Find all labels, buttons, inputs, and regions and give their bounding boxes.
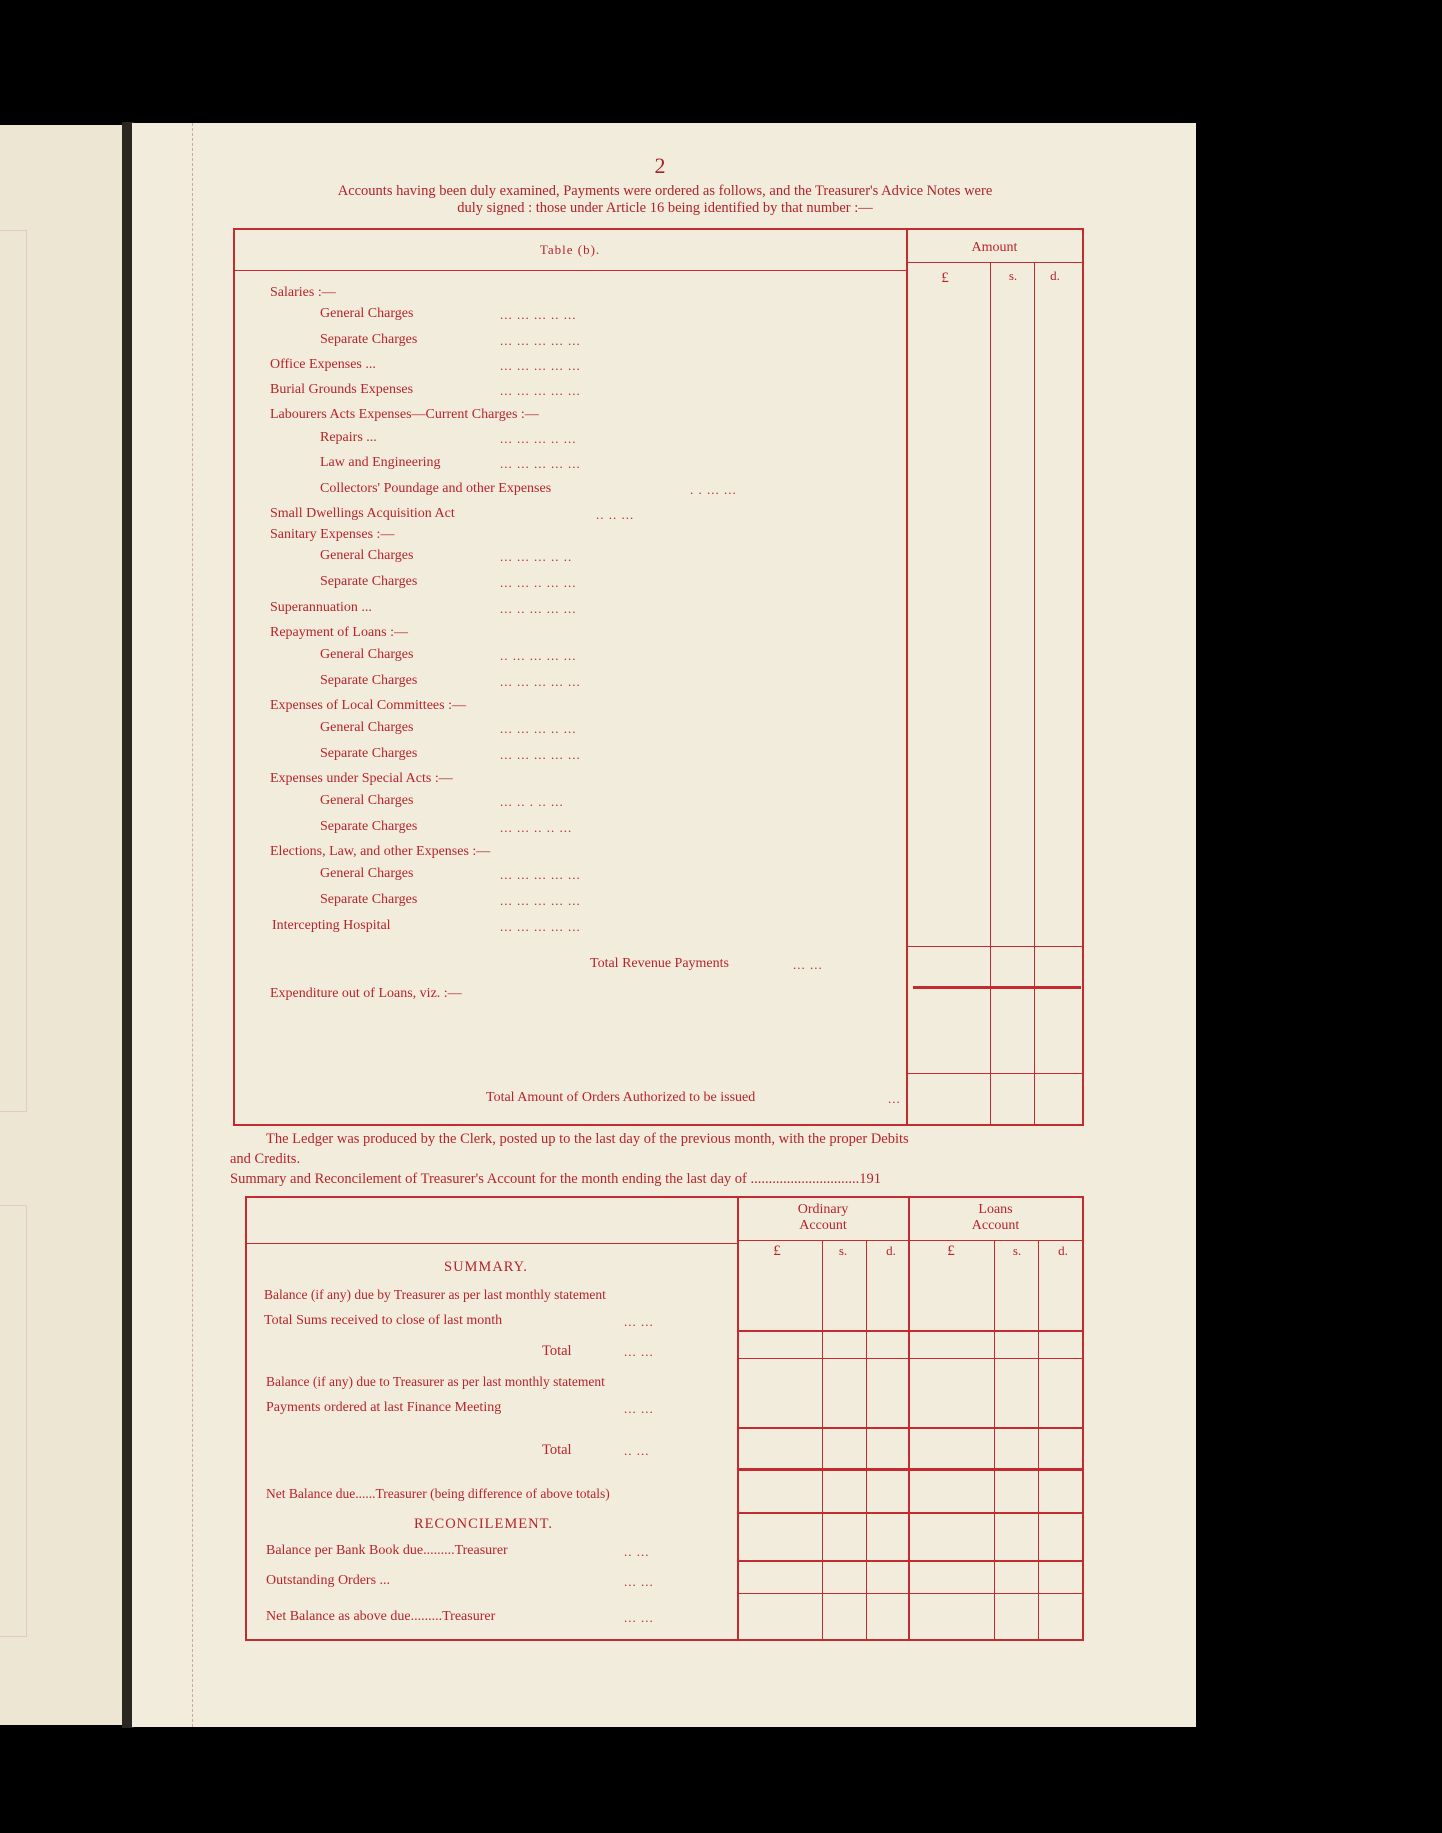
ledger-text-line1: The Ledger was produced by the Clerk, posted up to the last day of the previous month, with the proper Debits: [266, 1131, 909, 1147]
ordinary-account-header: Ordinary Account: [797, 1202, 849, 1233]
leader-dots: ... ... ... ... ...: [500, 919, 581, 934]
leader-dots: ... ... ... ... ...: [500, 383, 581, 398]
table-b-title: Table (b).: [539, 242, 601, 257]
table-row: General Charges: [320, 647, 414, 662]
outstanding-orders: Outstanding Orders ...: [266, 1573, 391, 1588]
summary-line: Summary and Reconcilement of Treasurer's Account for the month ending the last day of ..............................191: [230, 1171, 881, 1187]
table-row: Expenses under Special Acts :—: [270, 771, 453, 786]
total-label-2: Total: [542, 1442, 572, 1458]
table-row: Repairs ...: [320, 430, 377, 445]
total-sums-received: Total Sums received to close of last month: [264, 1313, 503, 1328]
leader-dots: ... ... ... .. ...: [500, 307, 577, 322]
leader-dots: .. ...: [624, 1443, 650, 1458]
leader-dots: ... ... .. ... ...: [500, 575, 577, 590]
table-row: Separate Charges: [320, 746, 418, 761]
leader-dots: ... ...: [624, 1344, 654, 1359]
summary-date-blank: ..............................: [750, 1171, 860, 1187]
total-revenue-payments: Total Revenue Payments: [590, 956, 729, 971]
leader-dots: ... ... ... .. ...: [500, 431, 577, 446]
leader-dots: ... ... ... ... ...: [500, 867, 581, 882]
table-row: Sanitary Expenses :—: [270, 527, 395, 542]
leader-dots: ... ... ... ... ...: [500, 747, 581, 762]
leader-dots: ... ...: [793, 957, 823, 972]
leader-dots: ... ... ... .. ..: [500, 549, 573, 564]
net-balance-as-above: Net Balance as above due.........Treasurer: [266, 1609, 496, 1624]
table-row: Separate Charges: [320, 574, 418, 589]
perforation-line: [192, 123, 193, 1727]
table-row: Separate Charges: [320, 673, 418, 688]
table-row: Expenses of Local Committees :—: [270, 698, 466, 713]
loans-pence-header: d.: [1058, 1243, 1068, 1258]
table-row: Superannuation ...: [270, 600, 372, 615]
table-row: General Charges: [320, 866, 414, 881]
table-row: Separate Charges: [320, 332, 418, 347]
net-balance-due: Net Balance due......Treasurer (being difference of above totals): [266, 1486, 610, 1501]
leader-dots: ... ...: [624, 1610, 654, 1625]
leader-dots: .. ...: [624, 1544, 650, 1559]
leader-dots: ... ... ... .. ...: [500, 721, 577, 736]
leader-dots: .. .. ...: [596, 507, 635, 522]
table-row: General Charges: [320, 306, 414, 321]
balance-due-to-treasurer: Balance (if any) due to Treasurer as per last monthly statement: [266, 1374, 605, 1389]
table-row: General Charges: [320, 720, 414, 735]
balance-due-by-treasurer: Balance (if any) due by Treasurer as per last monthly statement: [264, 1287, 606, 1302]
left-page-edge: [0, 125, 122, 1725]
loans-shillings-header: s.: [1012, 1243, 1022, 1258]
amount-header: Amount: [971, 240, 1018, 255]
leader-dots: ... ... ... ... ...: [500, 333, 581, 348]
leader-dots: ... ... ... ... ...: [500, 674, 581, 689]
leader-dots: ... ... ... ... ...: [500, 893, 581, 908]
table-row: Small Dwellings Acquisition Act: [270, 506, 455, 521]
ordinary-pence-header: d.: [886, 1243, 896, 1258]
total-orders-authorized: Total Amount of Orders Authorized to be issued: [486, 1090, 756, 1105]
payments-ordered: Payments ordered at last Finance Meeting: [266, 1400, 502, 1415]
loans-pounds-header: £: [947, 1243, 955, 1259]
pounds-column-header: £: [941, 270, 949, 286]
leader-dots: . . ... ...: [690, 482, 737, 497]
leader-dots: ...: [888, 1091, 901, 1106]
loans-account-header: Loans Account: [971, 1202, 1020, 1233]
intro-text-line2: duly signed : those under Article 16 being identified by that number :—: [457, 200, 873, 216]
expenditure-out-of-loans: Expenditure out of Loans, viz. :—: [270, 986, 462, 1001]
total-label-1: Total: [542, 1343, 572, 1359]
summary-heading: SUMMARY.: [444, 1259, 528, 1275]
table-row: Office Expenses ...: [270, 357, 376, 372]
leader-dots: ... ... ... ... ...: [500, 456, 581, 471]
table-row: Burial Grounds Expenses: [270, 382, 414, 397]
table-row: Salaries :—: [270, 285, 336, 300]
table-row: Labourers Acts Expenses—Current Charges :—: [270, 407, 539, 422]
table-row: Collectors' Poundage and other Expenses: [320, 481, 552, 496]
table-row: Separate Charges: [320, 819, 418, 834]
table-row: Law and Engineering: [320, 455, 441, 470]
summary-year: 191: [859, 1171, 881, 1187]
table-row: General Charges: [320, 548, 414, 563]
table-row: Elections, Law, and other Expenses :—: [270, 844, 491, 859]
reconcilement-heading: RECONCILEMENT.: [414, 1516, 553, 1532]
page-number: 2: [654, 153, 666, 178]
leader-dots: ... ...: [624, 1314, 654, 1329]
leader-dots: ... ... ... ... ...: [500, 358, 581, 373]
balance-per-bank-book: Balance per Bank Book due.........Treasurer: [266, 1543, 508, 1558]
table-row: Repayment of Loans :—: [270, 625, 409, 640]
ordinary-pounds-header: £: [773, 1243, 781, 1259]
ordinary-shillings-header: s.: [838, 1243, 848, 1258]
table-row: Intercepting Hospital: [272, 918, 391, 933]
intro-text-line1: Accounts having been duly examined, Payments were ordered as follows, and the Treasurer's Advice Notes were: [337, 183, 993, 199]
leader-dots: ... ... .. .. ...: [500, 820, 573, 835]
leader-dots: ... ...: [624, 1401, 654, 1416]
table-row: Separate Charges: [320, 892, 418, 907]
leader-dots: ... ...: [624, 1574, 654, 1589]
pence-column-header: d.: [1050, 268, 1060, 283]
leader-dots: ... .. ... ... ...: [500, 601, 577, 616]
leader-dots: .. ... ... ... ...: [500, 648, 577, 663]
shillings-column-header: s.: [1008, 268, 1018, 283]
leader-dots: ... .. . .. ...: [500, 794, 564, 809]
table-row: General Charges: [320, 793, 414, 808]
ledger-text-line2: and Credits.: [230, 1151, 301, 1167]
